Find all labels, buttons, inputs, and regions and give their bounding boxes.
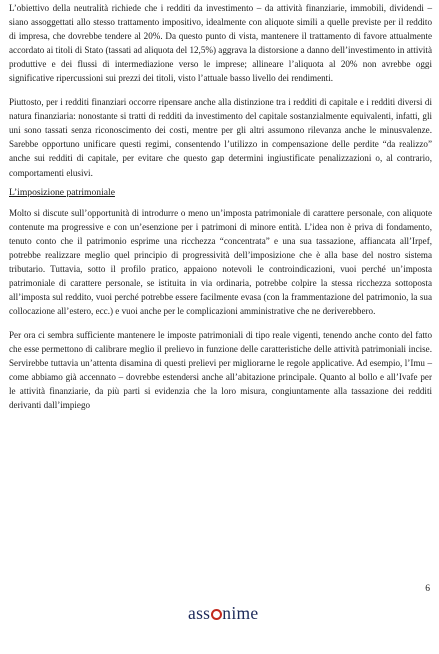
- logo-text-start: ass: [188, 603, 211, 623]
- logo-text-end: nime: [222, 603, 259, 623]
- paragraph-imposte-reali: Per ora ci sembra sufficiente mantenere le imposte patrimoniali di tipo reale vigenti, tenendo anche conto del fatto che esse permettono di calibrare meglio il prelievo in funzione delle caratteristiche delle attività patrimoniali incise. Servirebbe tuttavia un’attenta disamina di questi prelievi per migliorarne le regole applicative. Ad esempio, l’Imu – come abbiamo già accennato – dovrebbe estendersi anche all’abitazione principale. Quanto al bollo e all’Ivafe per le attività finanziarie, da più parti si evidenzia che la loro misura, congiuntamente alla tassazione dei redditi derivanti dall’impiego: [9, 329, 432, 411]
- assonime-logo: [188, 603, 259, 624]
- page-number: 6: [425, 584, 430, 594]
- paragraph-redditi-finanziari: Piuttosto, per i redditi finanziari occorre ripensare anche alla distinzione tra i redditi di capitale e i redditi diversi di natura finanziaria: nonostante si tratti di redditi da investimento del capitale sostanzialmente equivalenti, infatti, gli uni sono tassati senza riconoscimento dei costi, mentre per gli altri assumono rilevanza anche le minusvalenze. Sarebbe opportuno unificare questi regimi, consentendo l’utilizzo in compensazione delle perdite “da realizzo” anche sui redditi di capitale, per evitare che questo gap determini ingiustificate penalizzazioni o, al contrario, comportamenti elusivi.: [9, 97, 432, 178]
- logo-ring-icon: [211, 609, 222, 620]
- page-body: [9, 1, 432, 412]
- paragraph-neutralita: L’obiettivo della neutralità richiede che i redditi da investimento – da attività finanziarie, immobili, dividendi – siano assoggettati allo stesso trattamento impositivo, idealmente con aliquote simili a quelle previste per il reddito di impresa, che dovrebbe tendere al 20%. Da questo punto di vista, mantenere il trattamento di favore attualmente accordato ai titoli di Stato (tassati ad aliquota del 12,5%) aggrava la distorsione a danno dell’investimento in attività produttive e dei flussi di intermediazione verso le imprese; allineare l’aliquota al 20% non avrebbe oggi significative ripercussioni sui prezzi dei titoli, visto l’attuale basso livello dei rendimenti.: [9, 3, 432, 84]
- section-heading: L’imposizione patrimoniale: [9, 186, 115, 198]
- paragraph-patrimoniale: Molto si discute sull’opportunità di introdurre o meno un’imposta patrimoniale di carattere personale, con aliquote contenute ma progressive e con un’esenzione per i patrimoni di minore entità. L’idea non è priva di fondamento, tenuto conto che il patrimonio esprime una ricchezza “concentrata” e una sua tassazione, affiancata all’Irpef, potrebbe realizzare meglio quel principio di progressività dell’imposizione che è alla base del nostro sistema tributario. Tuttavia, sotto il profilo pratico, appaiono notevoli le controindicazioni, vuoi perché un’imposta patrimoniale di carattere personale, se istituita in via ordinaria, potrebbe colpire la stessa ricchezza sottoposta all’imposta sul reddito, vuoi perché potrebbe essere facilmente evasa (con la frammentazione del patrimonio, la sua collocazione all’estero, ecc.) e vuoi anche per le complicazioni amministrative che ne deriverebbero.: [9, 207, 432, 316]
